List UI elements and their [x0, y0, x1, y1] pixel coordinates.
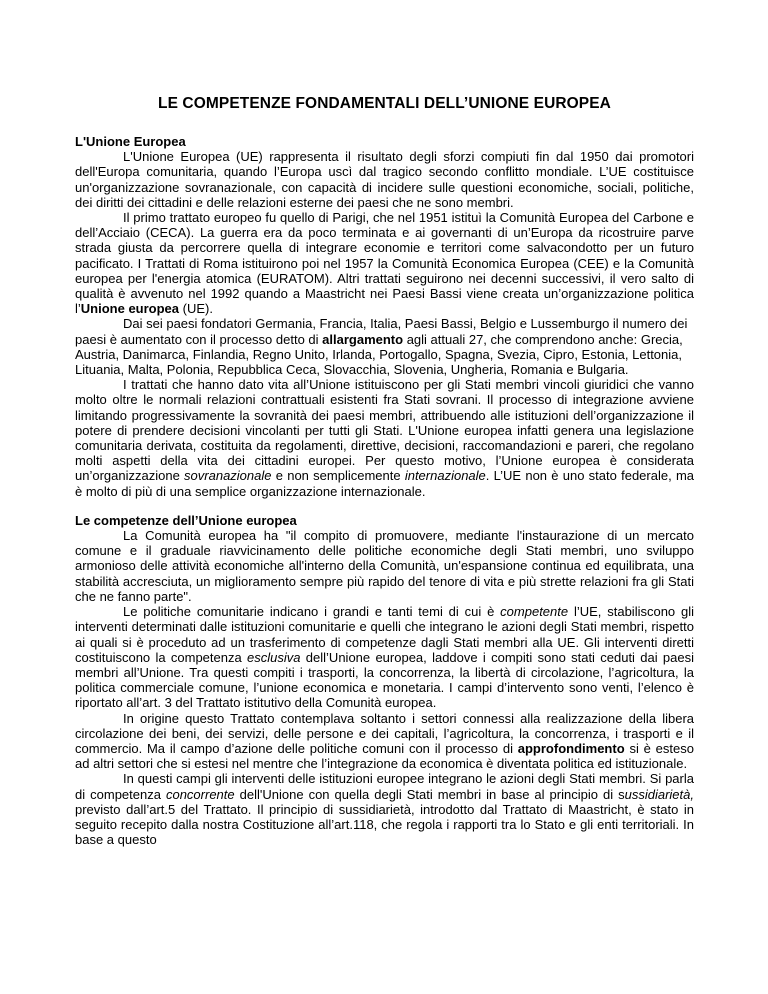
paragraph: Dai sei paesi fondatori Germania, Francia, Italia, Paesi Bassi, Belgio e Lussemburgo il numero dei paesi è aumentato con il processo detto di allargamento agli attuali 27, che comprendono anche: Grecia, Austria, Danimarca, Finlandia, Regno Unito, Irlanda, Portogallo, Spagna, Svezia, Cipro, Estonia, Lettonia, Lituania, Malta, Polonia, Repubblica Ceca, Slovacchia, Slovenia, Ungheria, Romania e Bulgaria.	[75, 316, 688, 378]
paragraph: L'Unione Europea (UE) rappresenta il risultato degli sforzi compiuti fin dal 1950 dai promotori dell'Europa comunitaria, quando l’Europa uscì dal tragico secondo conflitto mondiale. L’UE costituisce un'organizzazione sovranazionale, con capacità di incidere sulle questioni economiche, sociali, politiche, dei diritti dei cittadini e delle relazioni esterne dei paesi che ne sono membri.	[75, 149, 694, 210]
italic-term: internazionale	[404, 468, 486, 484]
bold-term: allargamento	[322, 331, 404, 347]
section-unione-europea	[75, 134, 694, 499]
paragraph: I trattati che hanno dato vita all’Unione istituiscono per gli Stati membri vincoli giuridici che vanno molto oltre le normali relazioni contrattuali esistenti fra Stati sovrani. Il processo di integrazione avviene limitando progressivamente la sovranità dei paesi membri, attribuendo alle istituzioni dell’organizzazione il potere di prendere decisioni vincolanti per tutti gli Stati. L'Unione europea infatti genera una legislazione comunitaria derivata, costituita da regolamenti, direttive, decisioni, raccomandazioni e pareri, che regolano molti aspetti della vita dei cittadini europei. Per questo motivo, l’Unione europea è considerata un’organizzazione sovranazionale e non semplicemente internazionale. L’UE non è uno stato federale, ma è molto di più di una semplice organizzazione internazionale.	[75, 377, 694, 499]
bold-term: Unione europea	[80, 301, 180, 317]
document-page	[75, 0, 694, 847]
paragraph: In questi campi gli interventi delle istituzioni europee integrano le azioni degli Stati membri. Si parla di competenza concorrente dell'Unione con quella degli Stati membri in base al principio di sussidiarietà, previsto dall’art.5 del Trattato. Il principio di sussidiarietà, introdotto dal Trattato di Maastricht, è stato in seguito recepito dalla nostra Costituzione all’art.118, che regola i rapporti tra lo Stato e gli enti territoriali. In base a questo	[75, 771, 694, 848]
section-heading: L'Unione Europea	[75, 134, 186, 149]
document-title: LE COMPETENZE FONDAMENTALI DELL’UNIONE EUROPEA	[158, 95, 611, 112]
paragraph: Le politiche comunitarie indicano i grandi e tanti temi di cui è competente l’UE, stabiliscono gli interventi determinati dalle istituzioni comunitarie e quelli che integrano le azioni degli Stati membri, rispetto ai quali si è proceduto ad un trasferimento di competenze dagli Stati membri alla UE. Gli interventi diretti costituiscono la competenza esclusiva dell’Unione europea, laddove i compiti sono stati ceduti dai paesi membri all’Unione. Tra questi compiti i trasporti, la concorrenza, la libertà di circolazione, l’agricoltura, la politica commerciale comune, l’unione economica e monetaria. I campi d’intervento sono venti, l’elenco è riportato all’art. 3 del Trattato istitutivo della Comunità europea.	[75, 604, 694, 711]
bold-term: approfondimento	[517, 740, 625, 756]
italic-term: competente	[500, 604, 569, 620]
italic-term: sovranazionale	[184, 468, 272, 484]
italic-term: esclusiva	[247, 649, 301, 665]
section-competenze	[75, 513, 694, 847]
paragraph: La Comunità europea ha "il compito di promuovere, mediante l'instaurazione di un mercato comune e il graduale riavvicinamento delle politiche economiche degli Stati membri, uno sviluppo armonioso delle attività economiche all'interno della Comunità, un'espansione continua ed equilibrata, una stabilità accresciuta, un miglioramento sempre più rapido del tenore di vita e più strette relazioni fra gli Stati che ne fanno parte".	[75, 528, 694, 604]
section-heading: Le competenze dell’Unione europea	[75, 512, 297, 528]
italic-term: ussidiarietà,	[624, 786, 694, 802]
italic-term: concorrente	[165, 786, 235, 802]
paragraph: In origine questo Trattato contemplava soltanto i settori connessi alla realizzazione della libera circolazione dei beni, dei servizi, delle persone e dei capitali, l’agricoltura, la concorrenza, i trasporti e il commercio. Ma il campo d’azione delle politiche comuni con il processo di approfondimento si è esteso ad altri settori che si estesi nel mentre che l’integrazione da economica è diventata politica ed istituzionale.	[75, 710, 694, 772]
paragraph: Il primo trattato europeo fu quello di Parigi, che nel 1951 istituì la Comunità Europea del Carbone e dell’Acciaio (CECA). La guerra era da poco terminata e ai governanti di un’Europa da ricostruire parve strada giusta da percorrere quella di integrare economie e territori come salvacondotto per un futuro pacificato. I Trattati di Roma istituirono poi nel 1957 la Comunità Economica Europea (CEE) e la Comunità europea per l'energia atomica (EURATOM). Altri trattati seguirono nei decenni successivi, il vero salto di qualità è avvenuto nel 1992 quando a Maastricht nei Paesi Bassi viene creata un’organizzazione politica l’Unione europea (UE).	[75, 210, 694, 317]
